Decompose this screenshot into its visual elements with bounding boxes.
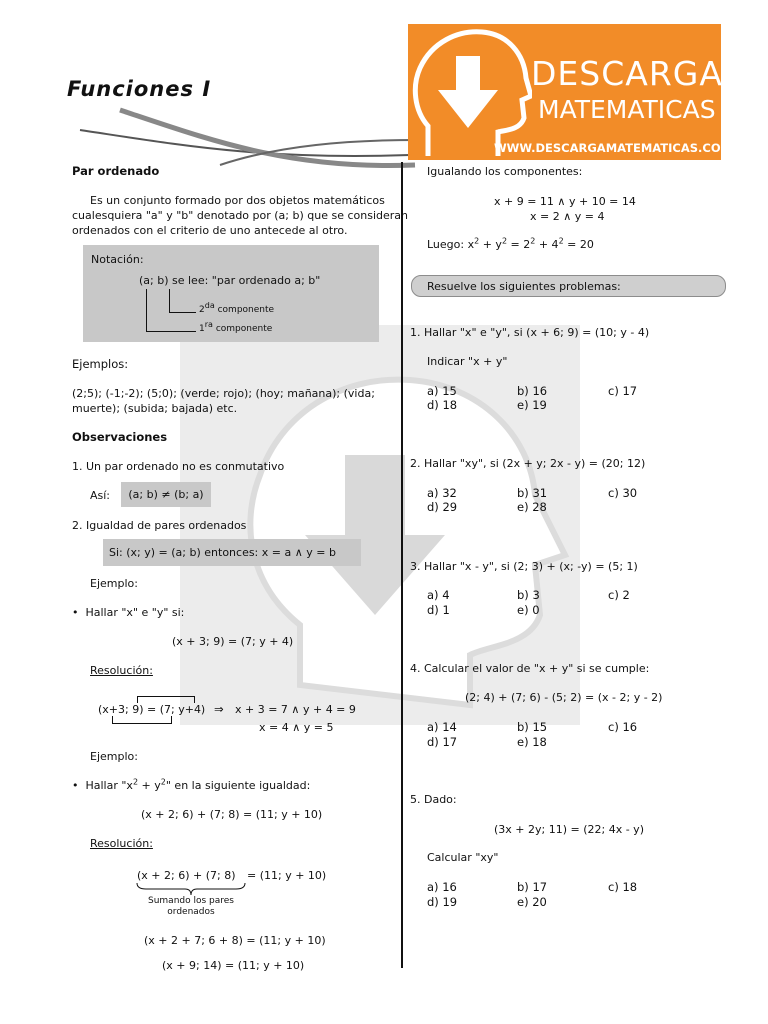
problem-5-option-b[interactable]: b) 17 <box>517 880 548 894</box>
problem-4-option-c[interactable]: c) 16 <box>608 720 638 734</box>
problem-4-option-d[interactable]: d) 17 <box>427 735 458 749</box>
equation-2: (x + 2; 6) + (7; 8) = (11; y + 10) <box>141 808 323 821</box>
res2-line-2: (x + 2 + 7; 6 + 8) = (11; y + 10) <box>144 934 326 947</box>
problem-2-statement: 2. Hallar "xy", si (2x + y; 2x - y) = (20; 12) <box>410 457 646 470</box>
luego-line: Luego: $x^2 + y^2 = 2^2 + 4^2 = 20$ <box>427 236 594 251</box>
problem-2-option-b[interactable]: b) 31 <box>517 486 548 500</box>
underbrace-icon <box>136 882 246 896</box>
bullet-2: • Hallar "$x^2 + y^2$" en la siguiente igualdad: <box>72 777 311 792</box>
problem-2-option-c[interactable]: c) 30 <box>608 486 638 500</box>
equality-box: Si: (x; y) = (a; b) entonces: x = a ∧ y = b <box>103 539 361 566</box>
second-component-label: $2^{da}$ componente <box>199 301 275 315</box>
problem-2-option-d[interactable]: d) 29 <box>427 500 458 514</box>
igualando-label: Igualando los componentes: <box>427 165 583 178</box>
problem-5-extra2: Calcular "xy" <box>427 851 499 864</box>
ejemplo-label-2: Ejemplo: <box>90 750 138 763</box>
notation-box <box>83 245 379 342</box>
res2-sum: (x + 2; 6) + (7; 8) <box>137 869 236 882</box>
logo[interactable] <box>408 24 733 160</box>
intro-line-2: cualesquiera "a" y "b" denotado por (a; b) que se consideran <box>72 209 408 222</box>
problem-4-option-a[interactable]: a) 14 <box>427 720 457 734</box>
section-par-ordenado: Par ordenado <box>72 164 160 178</box>
problem-5-statement: 5. Dado: <box>410 793 457 806</box>
igualando-line-1: x + 9 = 11 ∧ y + 10 = 14 <box>494 195 636 208</box>
problem-3-option-c[interactable]: c) 2 <box>608 588 630 602</box>
problem-4-option-b[interactable]: b) 15 <box>517 720 548 734</box>
problem-1-statement: 1. Hallar "x" e "y", si (x + 6; 9) = (10; y - 4) <box>410 326 650 339</box>
resolucion-label-1: Resolución: <box>90 664 153 677</box>
problem-5-option-c[interactable]: c) 18 <box>608 880 638 894</box>
problem-4-statement: 4. Calcular el valor de "x + y" si se cumple: <box>410 662 650 675</box>
res1-top-bracket <box>137 696 195 697</box>
head-download-icon <box>410 26 532 158</box>
problem-5-option-d[interactable]: d) 19 <box>427 895 458 909</box>
problem-1-option-a[interactable]: a) 15 <box>427 384 457 398</box>
implies-symbol: ⇒ <box>214 702 224 716</box>
problem-1-option-e[interactable]: e) 19 <box>517 398 547 412</box>
observaciones-title: Observaciones <box>72 430 168 444</box>
logo-line1: DESCARGA <box>531 54 723 93</box>
problem-4-extra: (2; 4) + (7; 6) - (5; 2) = (x - 2; y - 2) <box>465 691 663 704</box>
problem-4-option-e[interactable]: e) 18 <box>517 735 547 749</box>
res2-rhs: = (11; y + 10) <box>247 869 327 882</box>
resolucion-label-2: Resolución: <box>90 837 153 850</box>
column-divider <box>401 162 403 968</box>
bracket-line-2h <box>169 312 196 313</box>
asi-label: Así: <box>90 489 111 502</box>
asi-box: (a; b) ≠ (b; a) <box>121 482 211 507</box>
intro-line-1: Es un conjunto formado por dos objetos matemáticos <box>90 194 385 207</box>
notation-text: (a; b) se lee: "par ordenado a; b" <box>139 274 321 287</box>
problem-2-option-a[interactable]: a) 32 <box>427 486 457 500</box>
intro-line-3: ordenados con el criterio de uno antecede al otro. <box>72 224 348 237</box>
problem-1-extra: Indicar "x + y" <box>427 355 508 368</box>
problem-3-statement: 3. Hallar "x - y", si (2; 3) + (x; -y) = (5; 1) <box>410 560 638 573</box>
bullet-1: • Hallar "x" e "y" si: <box>72 606 185 619</box>
logo-line2: MATEMATICAS <box>538 95 716 124</box>
equation-1: (x + 3; 9) = (7; y + 4) <box>172 635 294 648</box>
problem-1-option-b[interactable]: b) 16 <box>517 384 548 398</box>
bracket-line-2 <box>169 289 170 313</box>
problem-3-option-a[interactable]: a) 4 <box>427 588 450 602</box>
res2-note-2: ordenados <box>167 907 215 917</box>
page-title: Funciones I <box>67 77 212 101</box>
ejemplo-label-1: Ejemplo: <box>90 577 138 590</box>
bracket-line-1h <box>146 331 196 332</box>
observation-2: 2. Igualdad de pares ordenados <box>72 519 247 532</box>
problem-5-option-a[interactable]: a) 16 <box>427 880 457 894</box>
problem-3-option-e[interactable]: e) 0 <box>517 603 540 617</box>
problem-1-option-d[interactable]: d) 18 <box>427 398 458 412</box>
bracket-line-1 <box>146 289 147 332</box>
problem-1-option-c[interactable]: c) 17 <box>608 384 638 398</box>
notation-label: Notación: <box>91 253 144 266</box>
problem-3-option-d[interactable]: d) 1 <box>427 603 450 617</box>
res1-equation: (x+3; 9) = (7; y+4) <box>98 703 206 716</box>
res2-note-1: Sumando los pares <box>148 896 234 906</box>
problem-2-option-e[interactable]: e) 28 <box>517 500 547 514</box>
res1-result-1: x + 3 = 7 ∧ y + 4 = 9 <box>235 703 356 716</box>
res1-bottom-bracket <box>112 723 172 724</box>
res1-result-2: x = 4 ∧ y = 5 <box>259 721 334 734</box>
examples-line-1: (2;5); (-1;-2); (5;0); (verde; rojo); (hoy; mañana); (vida; <box>72 387 375 400</box>
res1-bottom-bracket-r <box>171 716 172 723</box>
problem-5-option-e[interactable]: e) 20 <box>517 895 547 909</box>
observation-1: 1. Un par ordenado no es conmutativo <box>72 460 285 473</box>
problems-header-pill: Resuelve los siguientes problemas: <box>411 275 726 297</box>
examples-line-2: muerte); (subida; bajada) etc. <box>72 402 238 415</box>
logo-url[interactable]: WWW.DESCARGAMATEMATICAS.COM <box>494 141 733 155</box>
res2-line-3: (x + 9; 14) = (11; y + 10) <box>162 959 305 972</box>
problem-3-option-b[interactable]: b) 3 <box>517 588 540 602</box>
examples-label: Ejemplos: <box>72 357 129 371</box>
first-component-label: $1^{ra}$ componente <box>199 320 273 334</box>
problem-5-extra: (3x + 2y; 11) = (22; 4x - y) <box>494 823 644 836</box>
res1-bottom-bracket-l <box>112 716 113 723</box>
igualando-line-2: x = 2 ∧ y = 4 <box>530 210 605 223</box>
